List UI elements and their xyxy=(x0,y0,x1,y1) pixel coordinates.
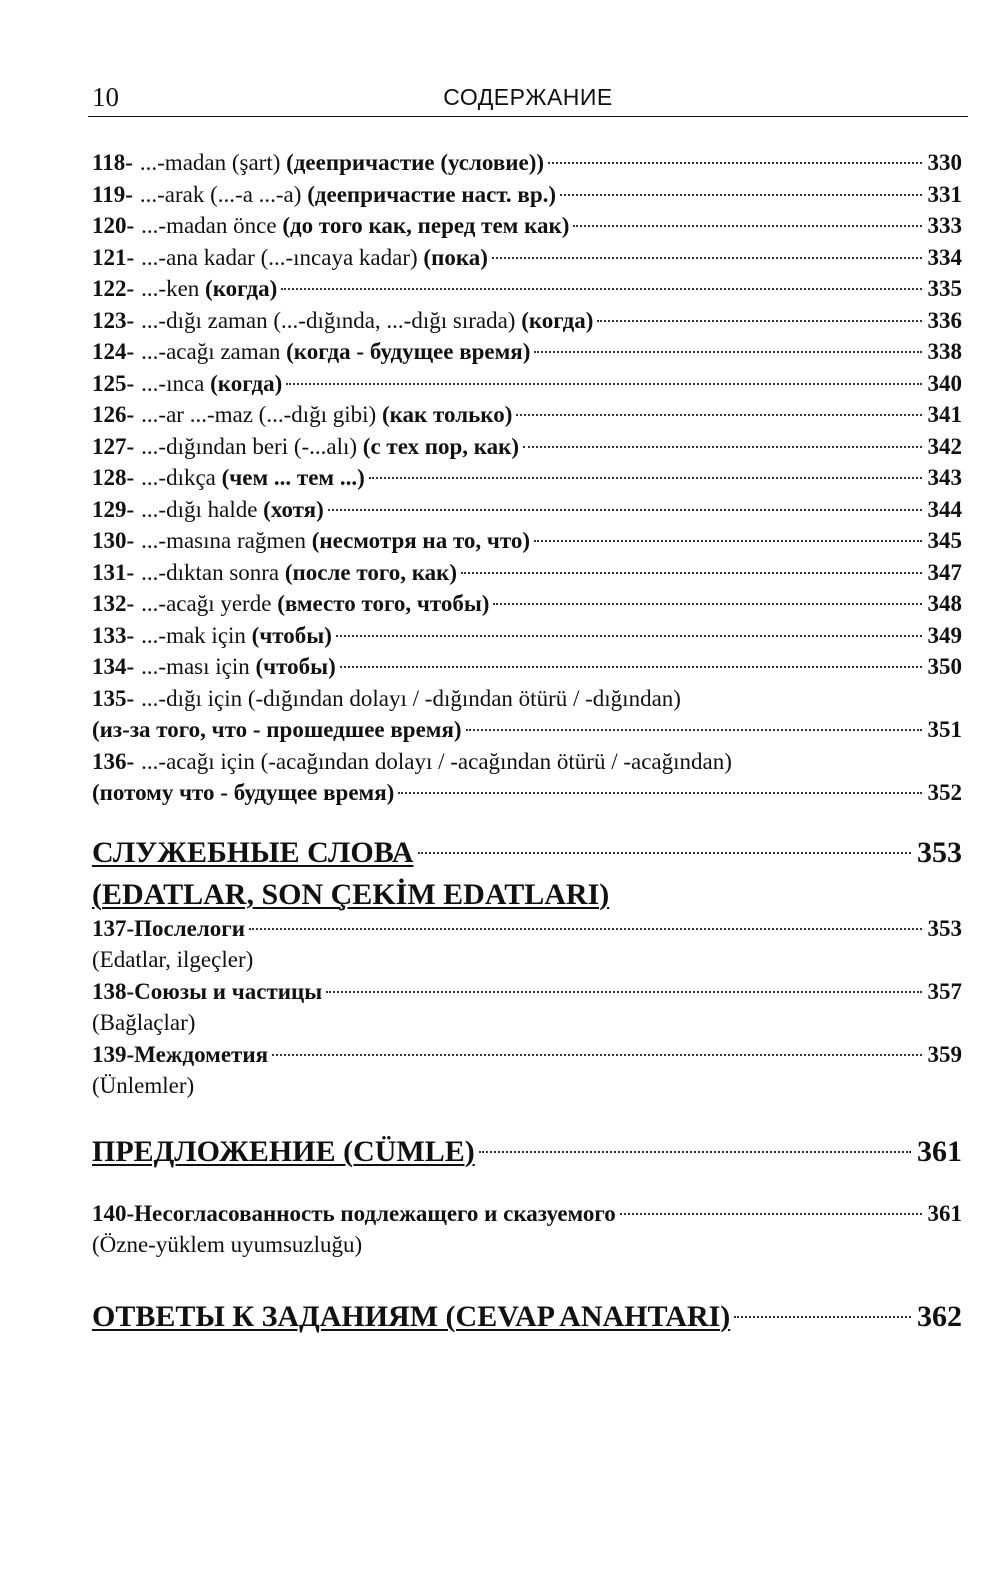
dot-leader xyxy=(326,991,921,993)
entry-number: 132- xyxy=(92,591,135,616)
entry-number: 119- xyxy=(92,181,133,207)
toc-entry[interactable] xyxy=(92,371,962,403)
entry-number: 123- xyxy=(92,307,135,333)
entry-number: 128- xyxy=(92,465,135,490)
header-rule xyxy=(88,116,968,117)
dot-leader xyxy=(534,351,921,353)
toc-entry[interactable] xyxy=(92,434,962,466)
toc-entry[interactable] xyxy=(92,560,962,592)
section-heading-2[interactable] xyxy=(92,1135,962,1185)
dot-leader xyxy=(286,383,921,385)
toc-entry[interactable] xyxy=(92,150,962,182)
entry-page: 344 xyxy=(927,496,962,522)
entry-page: 359 xyxy=(927,1041,962,1067)
toc-entry[interactable] xyxy=(92,591,962,623)
entry-number: 125- xyxy=(92,370,135,396)
section-heading-1[interactable] xyxy=(92,836,962,878)
entry-text: (из-за того, что - прошедшее время) xyxy=(92,717,462,742)
entry-number: 136- xyxy=(92,748,135,774)
toc-entry[interactable] xyxy=(92,402,962,434)
section-title: СЛУЖЕБНЫЕ СЛОВА xyxy=(92,835,414,869)
entry-number: 126- xyxy=(92,402,135,427)
entry-text: ...-dığı için (-dığından dolayı / -dığından ötürü / -dığından) xyxy=(141,685,681,711)
entry-text: ...-madan (şart) (деепричастие (условие)) xyxy=(139,150,545,175)
entry-text: ...-ınca (когда) xyxy=(141,370,283,396)
entry-page: 352 xyxy=(927,780,962,805)
dot-leader xyxy=(492,257,922,259)
toc-entry-136-line2[interactable] xyxy=(92,780,962,812)
running-title: СОДЕРЖАНИЕ xyxy=(443,84,613,110)
entry-number: 129- xyxy=(92,496,135,522)
toc-entry[interactable] xyxy=(92,276,962,308)
entry-text: ...-dığı zaman (...-dığında, ...-dığı sırada) (когда) xyxy=(141,307,594,333)
entry-page: 351 xyxy=(927,717,962,742)
dot-leader xyxy=(336,635,922,637)
dot-leader xyxy=(369,477,922,479)
entry-page: 348 xyxy=(927,591,962,616)
entry-page: 350 xyxy=(927,654,962,679)
toc-entry[interactable] xyxy=(92,339,962,371)
entry-page: 334 xyxy=(927,244,962,270)
dot-leader xyxy=(479,1151,911,1153)
dot-leader xyxy=(249,928,922,930)
dot-leader xyxy=(493,603,921,605)
toc-entry[interactable] xyxy=(92,916,962,948)
entry-text: ...-acağı yerde (вместо того, чтобы) xyxy=(141,591,490,616)
toc-entry[interactable] xyxy=(92,308,962,340)
section-title: ПРЕДЛОЖЕНИЕ (CÜMLE) xyxy=(92,1134,475,1168)
entry-page: 342 xyxy=(927,433,962,459)
toc-entry[interactable] xyxy=(92,213,962,245)
section-page: 353 xyxy=(917,835,962,869)
toc-entry-135-line2[interactable] xyxy=(92,717,962,749)
entry-number: 131- xyxy=(92,559,135,585)
entry-text: ...-acağı için (-acağından dolayı / -acağından ötürü / -acağından) xyxy=(141,748,732,774)
dot-leader xyxy=(281,288,921,290)
section-1-items xyxy=(92,916,962,1105)
entry-number: 122- xyxy=(92,276,135,301)
toc-entry-140[interactable] xyxy=(92,1201,962,1233)
toc-entry[interactable] xyxy=(92,245,962,277)
page-header xyxy=(88,82,968,118)
entry-number: 133- xyxy=(92,622,135,648)
dot-leader xyxy=(534,540,921,542)
toc-entry[interactable] xyxy=(92,182,962,214)
entry-text: ...-ana kadar (...-ıncaya kadar) (пока) xyxy=(141,244,488,270)
entry-page: 353 xyxy=(927,915,962,941)
dot-leader xyxy=(418,852,912,854)
dot-leader xyxy=(466,729,922,731)
page-number: 10 xyxy=(92,82,119,112)
entry-number: 135- xyxy=(92,685,135,711)
toc-entry[interactable] xyxy=(92,1042,962,1074)
dot-leader xyxy=(620,1213,922,1215)
dot-leader xyxy=(523,446,921,448)
entry-note: (Özne-yüklem uyumsuzluğu) xyxy=(92,1232,363,1257)
entry-page: 361 xyxy=(927,1200,962,1226)
entry-page: 338 xyxy=(927,339,962,364)
dot-leader xyxy=(560,194,921,196)
entry-text: (потому что - будущее время) xyxy=(92,780,395,805)
entry-number: 124- xyxy=(92,339,135,364)
entry-page: 341 xyxy=(927,402,962,427)
entry-note: (Ünlemler) xyxy=(92,1073,195,1098)
entry-page: 349 xyxy=(927,622,962,648)
section-page: 362 xyxy=(917,1299,962,1333)
entry-page: 335 xyxy=(927,276,962,301)
toc-entry[interactable] xyxy=(92,979,962,1011)
entry-text: ...-dığı halde (хотя) xyxy=(141,496,324,522)
entry-text: ...-masına rağmen (несмотря на то, что) xyxy=(141,528,531,553)
dot-leader xyxy=(328,509,922,511)
entry-page: 333 xyxy=(927,213,962,238)
section-heading-3[interactable] xyxy=(92,1300,962,1350)
dot-leader xyxy=(734,1316,911,1318)
entry-text: ...-madan önce (до того как, перед тем как) xyxy=(141,213,570,238)
entry-number: 121- xyxy=(92,244,135,270)
toc-entry[interactable] xyxy=(92,654,962,686)
entry-text: ...-dıktan sonra (после того, как) xyxy=(141,559,458,585)
toc-entries xyxy=(92,150,962,686)
entry-text: 139-Междометия xyxy=(92,1041,269,1067)
entry-page: 347 xyxy=(927,559,962,585)
entry-page: 340 xyxy=(927,370,962,396)
section-page: 361 xyxy=(917,1134,962,1168)
entry-text: ...-mak için (чтобы) xyxy=(141,622,332,648)
toc-entry[interactable] xyxy=(92,465,962,497)
entry-text: 138-Союзы и частицы xyxy=(92,978,323,1004)
entry-page: 345 xyxy=(927,528,962,553)
entry-page: 357 xyxy=(927,978,962,1004)
section-subtitle: (EDATLAR, SON ÇEKİM EDATLARI) xyxy=(92,877,610,911)
dot-leader xyxy=(398,792,921,794)
entry-number: 134- xyxy=(92,654,135,679)
entry-text: 137-Послелоги xyxy=(92,915,245,941)
entry-text: ...-ması için (чтобы) xyxy=(141,654,336,679)
toc-entry[interactable] xyxy=(92,528,962,560)
entry-text: 140-Несогласованность подлежащего и сказуемого xyxy=(92,1200,616,1226)
entry-number: 120- xyxy=(92,213,135,238)
entry-text: ...-ken (когда) xyxy=(141,276,278,301)
entry-text: ...-dıkça (чем ... тем ...) xyxy=(141,465,365,490)
toc-entry[interactable] xyxy=(92,623,962,655)
toc-entry-136-line1[interactable] xyxy=(92,749,962,781)
dot-leader xyxy=(272,1054,921,1056)
dot-leader xyxy=(340,666,922,668)
dot-leader xyxy=(548,162,921,164)
entry-page: 343 xyxy=(927,465,962,490)
entry-note: (Bağlaçlar) xyxy=(92,1010,196,1035)
entry-number: 127- xyxy=(92,433,135,459)
entry-note: (Edatlar, ilgeçler) xyxy=(92,947,254,972)
toc-entry[interactable] xyxy=(92,497,962,529)
section-title: ОТВЕТЫ К ЗАДАНИЯМ (CEVAP ANAHTARI) xyxy=(92,1299,731,1333)
entry-number: 130- xyxy=(92,528,135,553)
entry-page: 330 xyxy=(927,150,962,175)
dot-leader xyxy=(461,572,921,574)
entry-page: 336 xyxy=(927,307,962,333)
entry-text: ...-dığından beri (-...alı) (с тех пор, как) xyxy=(141,433,520,459)
toc-list xyxy=(92,150,962,1350)
toc-entry-135-line1[interactable] xyxy=(92,686,962,718)
dot-leader xyxy=(516,414,921,416)
entry-page: 331 xyxy=(927,181,962,207)
entry-text: ...-ar ...-maz (...-dığı gibi) (как только) xyxy=(141,402,513,427)
dot-leader xyxy=(573,225,921,227)
dot-leader xyxy=(597,320,921,322)
entry-number: 118- xyxy=(92,150,133,175)
entry-text: ...-acağı zaman (когда - будущее время) xyxy=(141,339,531,364)
entry-text: ...-arak (...-a ...-a) (деепричастие наст. вр.) xyxy=(139,181,557,207)
